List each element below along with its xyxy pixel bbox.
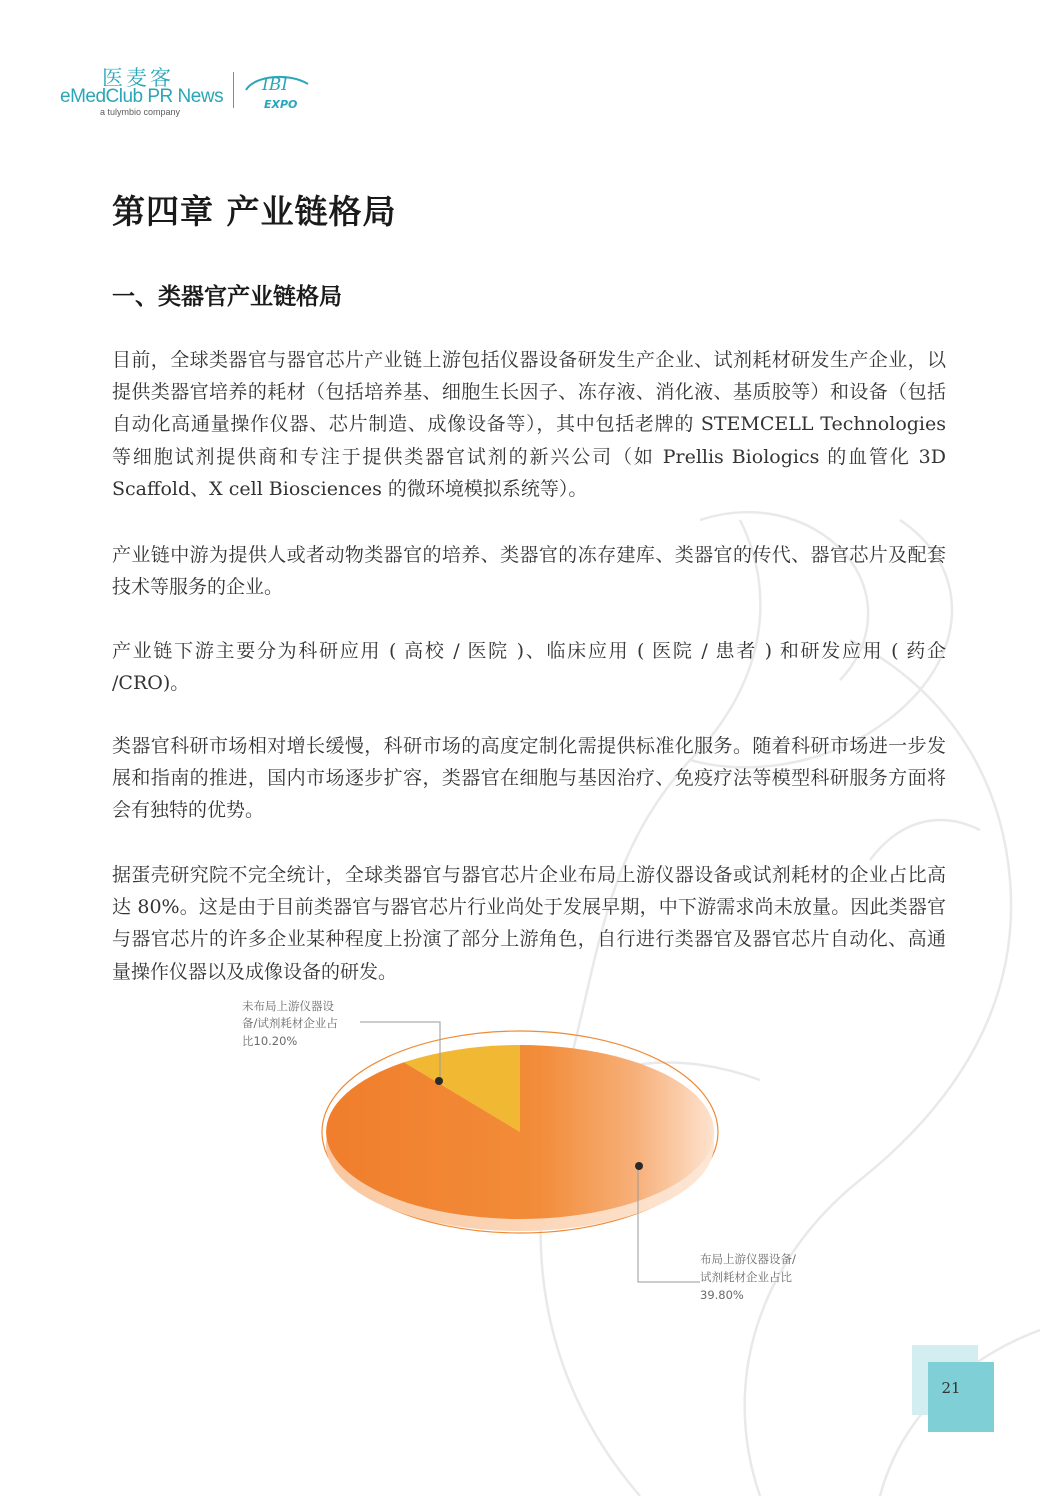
page-number: 21 bbox=[941, 1379, 961, 1397]
expo-logo bbox=[242, 68, 312, 114]
expo-logo-top: IBI bbox=[262, 75, 288, 95]
paragraph-midstream: 产业链中游为提供人或者动物类器官的培养、类器官的冻存建库、类器官的传代、器官芯片及配套技术等服务的企业。 bbox=[112, 544, 946, 599]
logo-chinese-name: 医麦客 bbox=[102, 66, 174, 90]
slice-label-large-line-3: 39.80% bbox=[700, 1288, 744, 1302]
callout-dot-small bbox=[435, 1077, 443, 1085]
paragraph-upstream: 目前，全球类器官与器官芯片产业链上游包括仪器设备研发生产企业、试剂耗材研发生产企业，以提供类器官培养的耗材（包括培养基、细胞生长因子、冻存液、消化液、基质胶等）和设备（包括自动化高通量操作仪器、芯片制造、成像设备等），其中包括老牌的 STEMCELL Technologies 等细胞试剂提供商和专注于提供类器官试剂的新兴公司（如 Prellis Biologics 的血管化 3D Scaffold、X cell Biosciences 的微环境模拟系统等）。 bbox=[112, 349, 946, 500]
slice-label-large-line-1: 布局上游仪器设备/ bbox=[700, 1252, 796, 1266]
paragraph-statistics: 据蛋壳研究院不完全统计，全球类器官与器官芯片企业布局上游仪器设备或试剂耗材的企业占比高达 80%。这是由于目前类器官与器官芯片行业尚处于发展早期，中下游需求尚未放量。因此类器官与器官芯片的许多企业某种程度上扮演了部分上游角色，自行进行类器官及器官芯片自动化、高通量操作仪器以及成像设备的研发。 bbox=[112, 864, 946, 983]
paragraph-downstream: 产业链下游主要分为科研应用 ( 高校 / 医院 )、临床应用 ( 医院 / 患者 ) 和研发应用 ( 药企 /CRO)。 bbox=[112, 640, 946, 695]
slice-label-small-line-1: 未布局上游仪器设 bbox=[242, 999, 334, 1013]
logo-divider bbox=[233, 72, 234, 108]
header-logo bbox=[60, 62, 320, 118]
callout-dot-large bbox=[635, 1162, 643, 1170]
slice-label-large-line-2: 试剂耗材企业占比 bbox=[700, 1270, 792, 1284]
pie-slice-large bbox=[326, 1045, 714, 1219]
pie-chart bbox=[230, 995, 830, 1310]
section-title: 一、类器官产业链格局 bbox=[112, 284, 342, 310]
expo-logo-bottom: EXPO bbox=[264, 98, 298, 111]
logo-english-name: eMedClub PR News bbox=[60, 86, 224, 107]
chapter-title: 第四章 产业链格局 bbox=[112, 192, 397, 231]
paragraph-research-market: 类器官科研市场相对增长缓慢，科研市场的高度定制化需提供标准化服务。随着科研市场进一步发展和指南的推进，国内市场逐步扩容，类器官在细胞与基因治疗、免疫疗法等模型科研服务方面将会有独特的优势。 bbox=[112, 735, 946, 822]
logo-tagline: a tulymbio company bbox=[100, 107, 181, 117]
slice-label-small-line-3: 比10.20% bbox=[242, 1034, 298, 1048]
slice-label-small-line-2: 备/试剂耗材企业占 bbox=[242, 1016, 338, 1030]
